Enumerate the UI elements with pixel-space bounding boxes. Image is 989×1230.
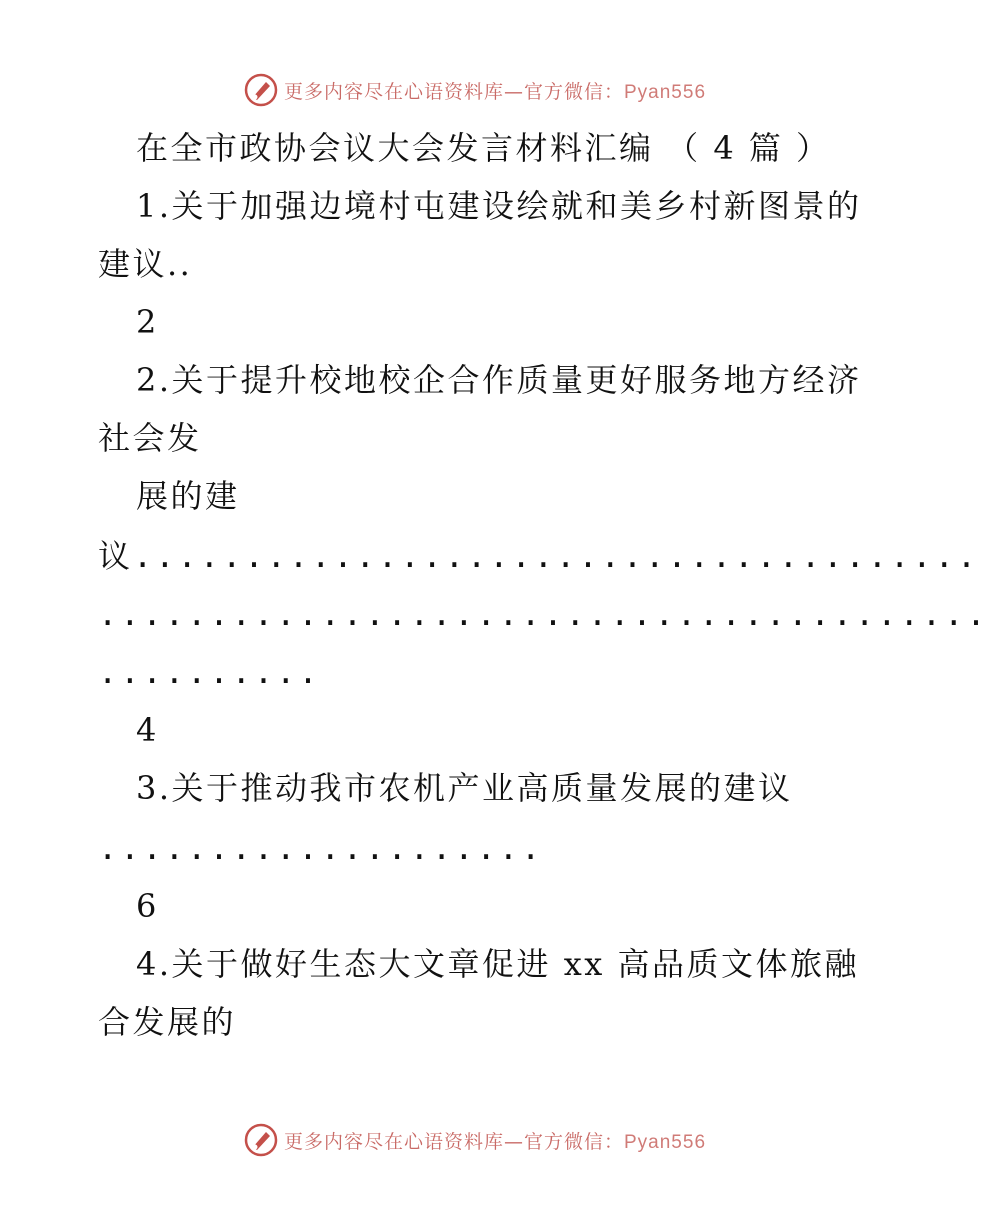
toc-item-2-line-3: 展的建 <box>136 477 240 515</box>
toc-item-1-line-1: 1.关于加强边境村屯建设绘就和美乡村新图景的 <box>136 187 862 225</box>
toc-item-2-line-2: 社会发 <box>98 419 202 457</box>
toc-item-2-line-5: ........................................ <box>98 595 989 633</box>
toc-item-2-line-1: 2.关于提升校地校企合作质量更好服务地方经济 <box>136 361 862 399</box>
watermark-text: 更多内容尽在心语资料库—官方微信：Pyan556 <box>283 80 707 103</box>
toc-item-4-line-1: 4.关于做好生态大文章促进 xx 高品质文体旅融 <box>136 945 859 983</box>
toc-item-3-line-2: .................... <box>98 829 544 867</box>
toc-item-1-line-2: 建议.. <box>98 245 193 283</box>
watermark-banner-top <box>0 70 950 110</box>
toc-item-2-line-4: 议...................................... <box>98 537 980 575</box>
toc-item-4-line-2: 合发展的 <box>98 1003 237 1041</box>
toc-item-3-line-1: 3.关于推动我市农机产业高质量发展的建议 <box>136 769 793 807</box>
document-title: 在全市政协会议大会发言材料汇编 （ 4 篇 ） <box>136 129 831 167</box>
toc-item-2-page: 4 <box>136 711 159 749</box>
watermark-banner-bottom <box>0 1120 950 1160</box>
pen-logo-icon <box>244 1123 278 1157</box>
toc-item-3-page: 6 <box>136 887 159 925</box>
toc-item-1-page: 2 <box>136 303 159 341</box>
toc-item-2-line-6: .......... <box>98 653 321 691</box>
pen-logo-icon <box>244 73 278 107</box>
watermark-text: 更多内容尽在心语资料库—官方微信：Pyan556 <box>283 1130 707 1153</box>
